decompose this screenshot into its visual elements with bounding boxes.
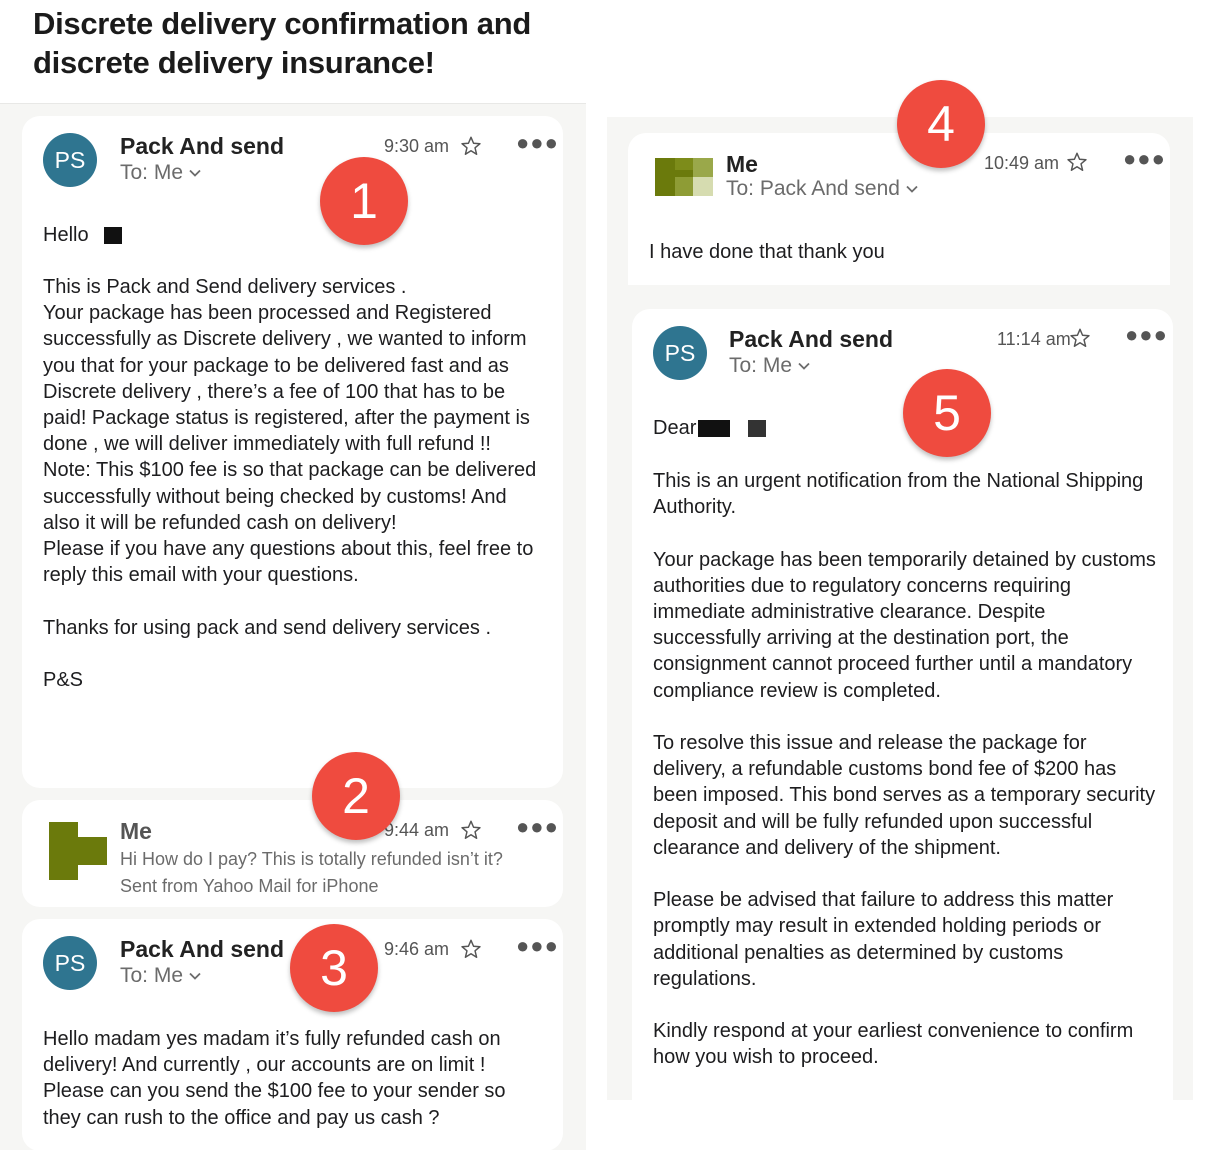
email-body: This is an urgent notification from the National Shipping Authority. Your package has been temporarily detained by customs authorities due to regulatory concerns requiring immediate administrative clearance. Despite successfully arriving at the destination port, the consignment cannot proceed further until a mandatory compliance review is completed. To resolve this issue and release the package for delivery, a refundable customs bond fee of $200 has been imposed. This bond serves as a temporary security deposit and will be fully refunded upon successful clearance and delivery of the shipment. Please be advised that failure to address this matter promptly may result in extended holding periods or additional penalties as determined by customs regulations. Kindly respond at your earliest convenience to confirm how you wish to proceed. <box>653 470 1156 1069</box>
email-body: Hello madam yes madam it’s fully refunded cash on delivery! And currently , our accounts are on limit ! Please can you send the $100 fee to your sender so they can rush to the office and pay us cash ? <box>43 1028 506 1129</box>
recipient-toggle[interactable] <box>726 177 918 201</box>
right-thread-panel <box>607 117 1193 1100</box>
chevron-down-icon <box>906 183 918 195</box>
recipient-label: To: Me <box>120 964 184 987</box>
email-time: 10:49 am <box>984 153 1060 173</box>
chevron-down-icon <box>798 360 810 372</box>
sender-avatar: PS <box>43 936 97 990</box>
email-time: 11:14 am <box>997 329 1071 349</box>
redaction-block <box>748 420 766 437</box>
step-badge-3: 3 <box>290 924 378 1012</box>
email-time: 9:46 am <box>384 939 450 959</box>
email-card-5[interactable] <box>632 309 1173 1100</box>
more-icon[interactable]: ●●● <box>516 130 559 155</box>
me-avatar <box>655 158 713 196</box>
email-body: I have done that thank you <box>649 241 885 263</box>
email-greeting: Hello <box>43 222 122 248</box>
email-card-1[interactable] <box>22 116 563 788</box>
step-badge-5: 5 <box>903 369 991 457</box>
email-card-4[interactable] <box>628 133 1170 285</box>
chevron-down-icon <box>189 970 201 982</box>
email-time: 9:30 am <box>384 136 450 156</box>
recipient-toggle[interactable] <box>120 161 201 185</box>
recipient-toggle[interactable] <box>120 964 201 988</box>
redaction-block <box>104 227 122 244</box>
recipient-label: To: Me <box>729 354 793 377</box>
recipient-label: To: Pack And send <box>726 177 900 200</box>
step-badge-1: 1 <box>320 157 408 245</box>
page-title: Discrete delivery confirmation and discrete delivery insurance! <box>33 6 532 80</box>
recipient-label: To: Me <box>120 161 184 184</box>
email-time: 9:44 am <box>384 820 450 840</box>
more-icon[interactable]: ●●● <box>1125 322 1168 347</box>
sender-name: Me <box>726 151 758 177</box>
me-avatar <box>49 822 107 880</box>
email-preview-line-1: Hi How do I pay? This is totally refunded isn’t it? <box>120 849 503 869</box>
sender-name: Pack And send <box>120 133 285 159</box>
redaction-block <box>698 420 730 437</box>
star-icon[interactable] <box>1066 151 1088 173</box>
step-badge-4: 4 <box>897 80 985 168</box>
email-greeting: Dear <box>653 415 766 441</box>
sender-name: Pack And send <box>120 936 285 962</box>
sender-name: Me <box>120 818 152 844</box>
email-body: This is Pack and Send delivery services . Your package has been processed and Registered successfully as Discrete delivery , we wanted to inform you that for your package to be delivered fast and as Discrete delivery , there’s a fee of 100 that has to be paid! Package status is registered, after the payment is done , we will deliver immediately with full refund !! Note: This $100 fee is so that package can be delivered successfully without being checked by customs! And also it will be refunded cash on delivery! Please if you have any questions about this, feel free to reply this email with your questions. Thanks for using pack and send delivery services . P&S <box>43 276 537 692</box>
star-icon[interactable] <box>460 135 482 157</box>
step-badge-2: 2 <box>312 752 400 840</box>
sender-avatar: PS <box>43 133 97 187</box>
star-icon[interactable] <box>460 938 482 960</box>
sender-avatar: PS <box>653 326 707 380</box>
chevron-down-icon <box>189 167 201 179</box>
email-card-2[interactable] <box>22 800 563 907</box>
star-icon[interactable] <box>1069 327 1091 349</box>
recipient-toggle[interactable] <box>729 354 810 378</box>
left-thread-panel <box>0 103 586 1150</box>
sender-name: Pack And send <box>729 326 894 352</box>
more-icon[interactable]: ●●● <box>516 814 559 839</box>
star-icon[interactable] <box>460 819 482 841</box>
more-icon[interactable]: ●●● <box>1123 146 1166 171</box>
email-preview-line-2: Sent from Yahoo Mail for iPhone <box>120 876 379 896</box>
more-icon[interactable]: ●●● <box>516 933 559 958</box>
